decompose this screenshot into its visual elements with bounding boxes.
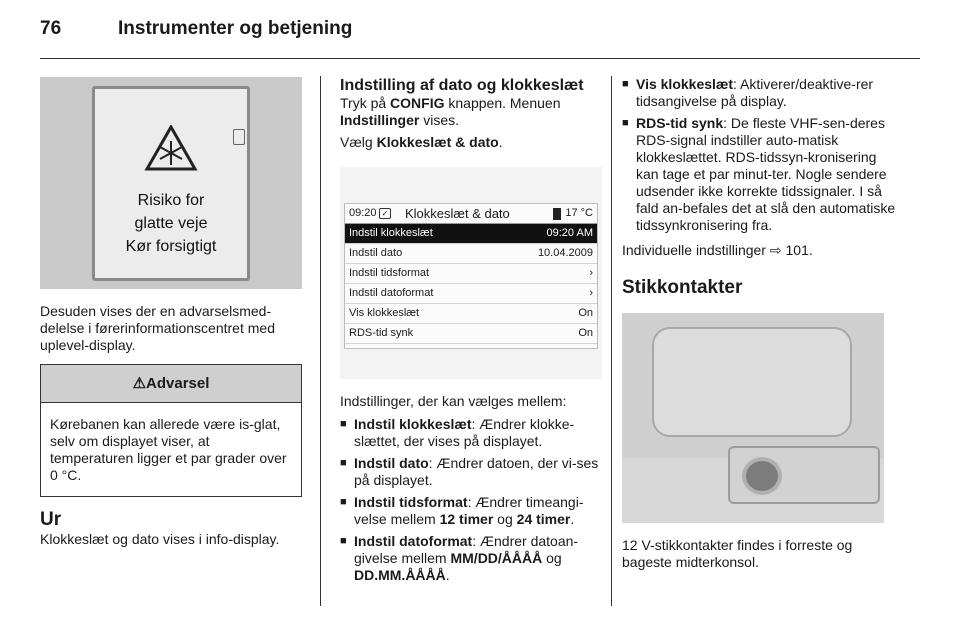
row-value: On xyxy=(578,327,593,339)
row-label: Indstil klokkeslæt xyxy=(349,227,433,239)
list-item xyxy=(622,76,902,110)
slippery-road-snowflake-icon xyxy=(95,125,247,177)
reference-arrow-icon: ⇨ xyxy=(769,242,782,258)
column-middle xyxy=(340,76,602,584)
socket-paragraph: 12 V-stikkontakter findes i forreste og bageste midterkonsol. xyxy=(622,537,853,570)
list-term: Indstil dato xyxy=(354,455,429,471)
chevron-right-icon: › xyxy=(589,267,593,279)
display-title: Klokkeslæt & dato xyxy=(405,206,510,221)
display-status-bar xyxy=(345,204,597,224)
warning-triangle-icon: ⚠ xyxy=(132,375,147,392)
ur-paragraph: Klokkeslæt og dato vises i info-display. xyxy=(40,531,280,547)
column-divider xyxy=(611,76,612,606)
column-divider xyxy=(320,76,321,606)
options-intro: Indstillinger, der kan vælges mellem: xyxy=(340,393,567,409)
section-heading-ur: Ur xyxy=(40,509,62,530)
warning-display-screen xyxy=(92,86,250,281)
warning-display-text xyxy=(95,189,247,258)
choose-item: Klokkeslæt & dato xyxy=(376,134,499,150)
list-term: Vis klokkeslæt xyxy=(636,76,734,92)
list-text: : Ændrer klokke-slættet, der vises på displayet. xyxy=(354,416,575,449)
config-button-name: CONFIG xyxy=(390,95,445,111)
chevron-right-icon: › xyxy=(589,287,593,299)
row-value: 10.04.2009 xyxy=(537,247,593,259)
text-run: vises. xyxy=(419,112,460,128)
checkmark-icon: ✓ xyxy=(379,208,391,219)
options-list xyxy=(340,416,602,584)
list-text: . xyxy=(445,567,450,583)
warning-display-photo xyxy=(40,77,302,289)
info-display-photo xyxy=(340,167,602,379)
info-display xyxy=(344,203,598,349)
list-text: : Ændrer datoen, der vi-ses på displayet. xyxy=(354,455,599,488)
list-bold: 12 timer xyxy=(439,511,494,527)
list-text: : Ændrer datoan-givelse mellem xyxy=(354,533,579,566)
warning-line: Kør forsigtigt xyxy=(125,238,217,255)
section-heading-dato: Indstilling af dato og klokkeslæt xyxy=(340,77,584,94)
list-text: : De fleste VHF-sen-deres RDS-signal indstiller auto-matisk klokkeslættet. RDS-tidssyn-kronisering kan tage et par minut-ter. Nogle sendere udsender ikke korrekte tidssignaler. I så fald an-befales det at slå den automatiske tidssynkronisering fra. xyxy=(636,115,896,233)
page-header xyxy=(40,18,352,48)
config-paragraph xyxy=(340,95,602,129)
warning-line: Risiko for xyxy=(137,192,205,209)
list-term: RDS-tid synk xyxy=(636,115,724,131)
phone-icon xyxy=(233,129,245,145)
warning-box-title: Advarsel xyxy=(146,375,210,392)
display-menu-row[interactable] xyxy=(345,324,597,344)
individual-settings-ref xyxy=(622,242,902,259)
display-menu-row[interactable] xyxy=(345,244,597,264)
list-text: : Aktiverer/deaktive-rer tidsangivelse på display. xyxy=(636,76,874,109)
header-rule xyxy=(40,58,920,59)
text-run: Vælg xyxy=(340,134,377,150)
row-label: Vis klokkeslæt xyxy=(349,307,420,319)
list-term: Indstil datoformat xyxy=(354,533,473,549)
warning-line: glatte veje xyxy=(134,215,208,232)
warning-box-text: Kørebanen kan allerede være is-glat, selv om displayet viser, at temperaturen ligger et par grader over 0 °C. xyxy=(50,416,287,483)
list-bold: MM/DD/ÅÅÅÅ xyxy=(450,550,543,566)
warning-box xyxy=(40,364,302,497)
menu-name: Indstillinger xyxy=(340,112,420,128)
socket-photo xyxy=(622,313,884,523)
row-label: Indstil tidsformat xyxy=(349,267,430,279)
row-label: RDS-tid synk xyxy=(349,327,414,339)
display-temperature: 17 °C xyxy=(565,207,593,219)
display-menu-row[interactable] xyxy=(345,264,597,284)
list-item xyxy=(622,115,902,234)
display-menu-row[interactable] xyxy=(345,304,597,324)
console-panel xyxy=(652,327,852,437)
page-title: Instrumenter og betjening xyxy=(118,18,353,39)
list-term: Indstil tidsformat xyxy=(354,494,468,510)
row-value: 09:20 AM xyxy=(546,227,593,239)
power-socket-icon xyxy=(742,457,782,495)
display-time: 09:20 xyxy=(349,207,377,219)
section-heading-stikkontakter: Stikkontakter xyxy=(622,277,743,298)
list-term: Indstil klokkeslæt xyxy=(354,416,472,432)
list-item xyxy=(340,494,602,528)
choose-paragraph xyxy=(340,134,602,151)
display-menu-row[interactable] xyxy=(345,224,597,244)
list-bold: DD.MM.ÅÅÅÅ xyxy=(354,567,446,583)
row-value: On xyxy=(578,307,593,319)
phone-icon xyxy=(553,208,561,220)
advisory-paragraph: Desuden vises der en advarselsmed-delelse i førerinformationscentret med uplevel-display. xyxy=(40,303,275,353)
list-text: : Ændrer timeangi-velse mellem xyxy=(354,494,584,527)
row-label: Indstil datoformat xyxy=(349,287,434,299)
row-label: Indstil dato xyxy=(349,247,403,259)
page-number: 76 xyxy=(40,18,62,39)
text-run: knappen. Menuen xyxy=(444,95,561,111)
text-run: Individuelle indstillinger xyxy=(622,242,770,258)
list-item xyxy=(340,416,602,450)
list-text: og xyxy=(542,550,562,566)
column-left xyxy=(40,76,302,548)
list-text: og xyxy=(493,511,517,527)
list-text: . xyxy=(570,511,575,527)
display-menu-row[interactable] xyxy=(345,284,597,304)
list-item xyxy=(340,533,602,584)
options-list-continued xyxy=(622,76,902,234)
list-bold: 24 timer xyxy=(516,511,571,527)
text-run: Tryk på xyxy=(340,95,391,111)
text-run: . xyxy=(498,134,503,150)
warning-box-header xyxy=(41,365,301,403)
page-reference: 101. xyxy=(785,242,813,258)
list-item xyxy=(340,455,602,489)
column-right xyxy=(622,76,902,571)
